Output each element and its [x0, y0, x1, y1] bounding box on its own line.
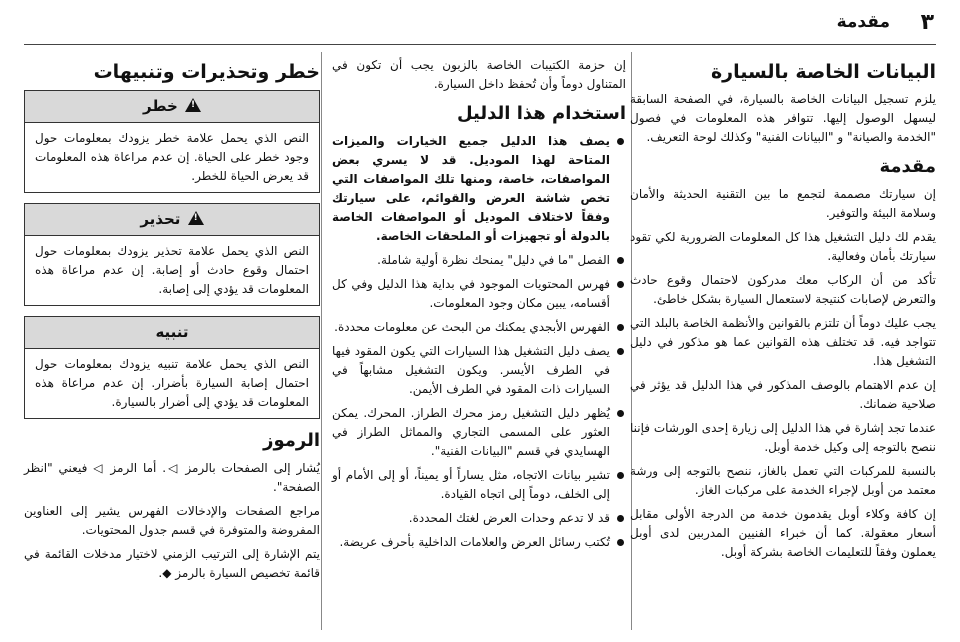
paragraph: بالنسبة للمركبات التي تعمل بالغاز، ننصح بالتوجه إلى ورشة معتمد من أوبل لإجراء الخدمة على مركبات الغاز. [630, 464, 936, 497]
column-warnings [24, 56, 320, 588]
caution-label: تنبيه [155, 323, 189, 341]
subsection-heading: مقدمة [879, 156, 936, 177]
list-item: تُكتب رسائل العرض والعلامات الداخلية بأحرف عريضة. [332, 533, 626, 552]
list-item: الفصل "ما في دليل" يمنحك نظرة أولية شاملة. [332, 251, 626, 270]
paragraph: يُشار إلى الصفحات بالرمز ◁. أما الرمز ◁ فيعني "انظر الصفحة". [24, 461, 320, 494]
paragraph: إن عدم الاهتمام بالوصف المذكور في هذا الدليل قد يؤثر في صلاحية ضمانك. [630, 378, 936, 411]
symbols-heading: الرموز [263, 430, 320, 451]
page-header-title: مقدمة [836, 12, 890, 32]
bullet-list [332, 132, 626, 552]
list-item: يُظهر دليل التشغيل رمز محرك الطراز. المحرك. يمكن العثور على المسمى التجاري والمماثل الطراز في الهسايدي في قسم "البيانات الفنية". [332, 404, 626, 461]
header-rule [24, 44, 936, 45]
list-item: يصف دليل التشغيل هذا السيارات التي يكون المقود فيها في الطرف الأيسر. ويكون التشغيل مشابهاً في السيارات ذات المقود في الطرف الأيمن. [332, 342, 626, 399]
warning-box [24, 203, 320, 306]
paragraph: إن كافة وكلاء أوبل يقدمون خدمة من الدرجة الأولى مقابل أسعار معقولة. كما أن خبراء الفنيين المدربين لدى أوبل يعملون وفقاً للتعليمات الخاصة بشركة أوبل. [630, 507, 936, 559]
section-heading: خطر وتحذيرات وتنبيهات [93, 61, 320, 83]
column-divider [321, 52, 322, 630]
page-header [0, 0, 960, 48]
warning-box-text: النص الذي يحمل علامة تحذير يزودك بمعلومات حول احتمال وقوع حادث أو إصابة. إن عدم مراعاة هذه المعلومات قد يؤدي إلى إصابة. [35, 244, 309, 296]
danger-box [24, 90, 320, 193]
warning-label: تحذير [140, 210, 181, 228]
paragraph: يقدم لك دليل التشغيل هذا كل المعلومات الضرورية لكي تقود سيارتك بأمان وفعالية. [630, 230, 936, 263]
warning-triangle-icon [188, 211, 204, 225]
list-item: يصف هذا الدليل جميع الخيارات والميزات المتاحة لهذا الموديل. قد لا يسري بعض المواصفات، خاصة، ومنها تلك المواصفات التي تخص شاشة العرض والقوائم، على سيارتك وفقاً لاختلاف الموديل أو المواصفات الخاصة بالدولة أو تجهيزات أو الملحقات الخاصة. [332, 132, 626, 246]
section-heading: البيانات الخاصة بالسيارة [710, 61, 936, 83]
paragraph: إن حزمة الكتيبات الخاصة بالزبون يجب أن تكون في المتناول دوماً وأن تُحفظ داخل السيارة. [332, 58, 626, 91]
warning-box-title [25, 204, 319, 236]
paragraph: عندما تجد إشارة في هذا الدليل إلى زيارة إحدى الورشات فإننا ننصح بالتوجه إلى وكيل خدمة أوبل. [630, 421, 936, 454]
list-item: قد لا تدعم وحدات العرض لغتك المحددة. [332, 509, 626, 528]
caution-box-title [25, 317, 319, 349]
paragraph: تأكد من أن الركاب معك مدركون لاحتمال وقوع حادث والتعرض لإصابات كنتيجة لاستعمال السيارة بشكل خاطئ. [630, 273, 936, 306]
paragraph: يلزم تسجيل البيانات الخاصة بالسيارة، في الصفحة السابقة ليسهل الوصول إليها. تتوافر هذه المعلومات في فصول "الخدمة والصيانة" و "البيانات الفنية" وكذلك لوحة التعريف. [630, 92, 936, 144]
paragraph: إن سيارتك مصممة لتجمع ما بين التقنية الحديثة والأمان وسلامة البيئة والتوفير. [630, 187, 936, 220]
caution-box [24, 316, 320, 419]
paragraph: يتم الإشارة إلى الترتيب الزمني لاختيار مدخلات القائمة في قائمة تخصيص السيارة بالرمز ◆. [24, 547, 320, 580]
paragraph: يجب عليك دوماً أن تلتزم بالقوانين والأنظمة الخاصة بالبلد التي تتواجد فيه. قد تختلف هذه القوانين عما هو مذكور في دليل التشغيل هذا. [630, 316, 936, 368]
list-item: تشير بيانات الاتجاه، مثل يساراً أو يميناً، أو إلى الأمام أو إلى الخلف، دوماً إلى اتجاه القيادة. [332, 466, 626, 504]
paragraph: مراجع الصفحات والإدخالات الفهرس يشير إلى العناوين المفروضة والمتوفرة في قسم جدول المحتويات. [24, 504, 320, 537]
section-heading: استخدام هذا الدليل [456, 103, 626, 124]
danger-box-title [25, 91, 319, 123]
column-using-manual [332, 56, 626, 557]
page-number: ٣ [920, 10, 934, 35]
list-item: الفهرس الأبجدي يمكنك من البحث عن معلومات محددة. [332, 318, 626, 337]
warning-triangle-icon [185, 98, 201, 112]
caution-box-text: النص الذي يحمل علامة تنبيه يزودك بمعلومات حول احتمال إصابة السيارة بأضرار. إن عدم مراعاة هذه المعلومات قد يؤدي إلى أضرار بالسيارة. [35, 357, 309, 409]
column-vehicle-data [630, 56, 936, 567]
list-item: فهرس المحتويات الموجود في بداية هذا الدليل وفي كل أقسامه، يبين مكان وجود المعلومات. [332, 275, 626, 313]
danger-box-text: النص الذي يحمل علامة خطر يزودك بمعلومات حول وجود خطر على الحياة. إن عدم مراعاة هذه المعلومات قد يعرض الحياة للخطر. [35, 131, 309, 183]
danger-label: خطر [143, 97, 178, 115]
